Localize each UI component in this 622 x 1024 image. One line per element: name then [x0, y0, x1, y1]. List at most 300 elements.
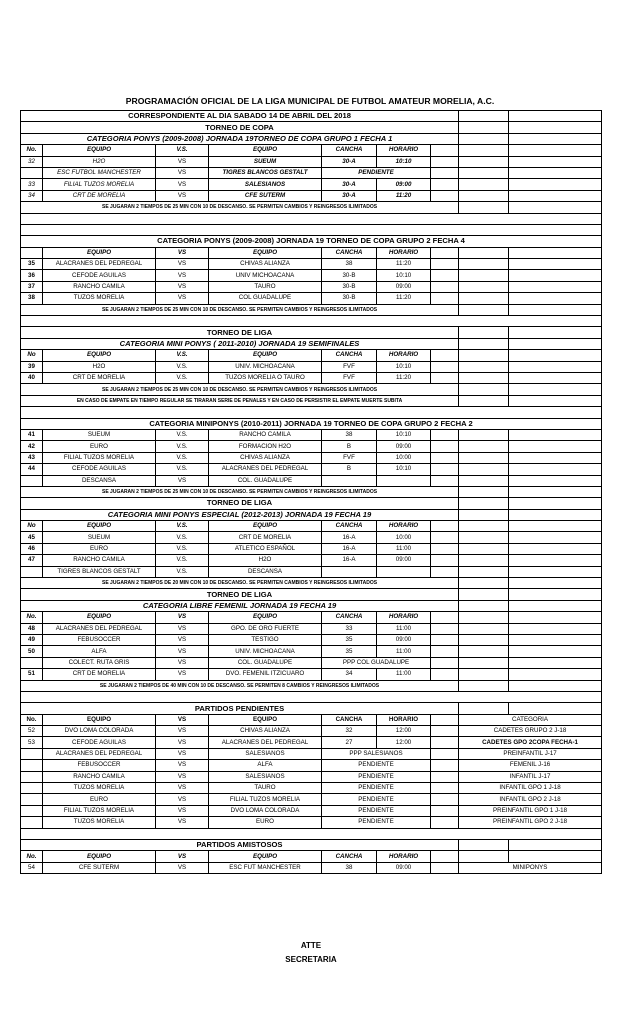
home-team: CRT DE MORELIA — [43, 372, 156, 383]
empty-cell — [459, 395, 509, 406]
empty-cell — [459, 338, 509, 349]
spacer-cell — [21, 224, 602, 235]
torneo-copa-row — [21, 122, 602, 133]
away-team: DVO LOMA COLORADA — [209, 805, 322, 816]
empty-cell — [509, 361, 602, 372]
away-team: TAURO — [209, 281, 322, 292]
away-team: TIGRES BLANCOS GESTALT — [209, 167, 322, 178]
away-team: EURO — [209, 817, 322, 828]
match-number: 35 — [21, 259, 43, 270]
match-number — [21, 805, 43, 816]
match-number: 54 — [21, 862, 43, 873]
time: 12:00 — [377, 726, 431, 737]
category: INFANTIL J-17 — [459, 771, 602, 782]
field: PENDIENTE — [322, 805, 431, 816]
empty-cell — [431, 293, 459, 304]
match-number — [21, 566, 43, 577]
empty-cell — [431, 566, 459, 577]
home-team: FILIAL TUZOS MORELIA — [43, 805, 156, 816]
match-row — [21, 737, 602, 748]
home-team: COLECT. RUTA GRIS — [43, 657, 156, 668]
empty-cell — [459, 680, 509, 691]
empty-cell — [509, 464, 602, 475]
match-row — [21, 817, 602, 828]
match-number: 41 — [21, 429, 43, 440]
match-row — [21, 623, 602, 634]
empty-cell — [459, 452, 509, 463]
vs-label: VS — [156, 259, 209, 270]
torneo-copa: TORNEO DE COPA — [21, 122, 459, 133]
time: 09:00 — [377, 281, 431, 292]
match-row — [21, 475, 602, 486]
match-row — [21, 771, 602, 782]
field — [322, 566, 377, 577]
empty-cell — [509, 270, 602, 281]
category-libre-femenil-row — [21, 600, 602, 611]
match-number: 45 — [21, 532, 43, 543]
category-miniponys-copa: CATEGORIA MINIPONYS (2010-2011) JORNADA 19 TORNEO DE COPA GRUPO 2 FECHA 2 — [21, 418, 602, 429]
field: FVF — [322, 452, 377, 463]
away-team: COL GUADALUPE — [209, 293, 322, 304]
friendly-title: PARTIDOS AMISTOSOS — [21, 840, 459, 851]
empty-cell — [459, 646, 509, 657]
empty-cell — [431, 441, 459, 452]
empty-cell — [509, 543, 602, 554]
time: 11:00 — [377, 543, 431, 554]
match-number: 33 — [21, 179, 43, 190]
empty-cell — [431, 167, 459, 178]
empty-cell — [509, 190, 602, 201]
empty-cell — [431, 464, 459, 475]
column-header: EQUIPO — [209, 350, 322, 361]
match-number: 50 — [21, 646, 43, 657]
home-team: EURO — [43, 543, 156, 554]
empty-cell — [509, 395, 602, 406]
column-header: EQUIPO — [209, 612, 322, 623]
category-ponys-g2: CATEGORIA PONYS (2009-2008) JORNADA 19 TORNEO DE COPA GRUPO 2 FECHA 4 — [21, 236, 602, 247]
field: PENDIENTE — [322, 167, 431, 178]
empty-cell — [509, 372, 602, 383]
match-row — [21, 281, 602, 292]
home-team: ALFA — [43, 646, 156, 657]
column-header: VS — [156, 247, 209, 258]
vs-label: VS — [156, 190, 209, 201]
field: 38 — [322, 259, 377, 270]
category: PREINFANTIL J-17 — [459, 748, 602, 759]
column-header: HORARIO — [377, 350, 431, 361]
empty-cell — [431, 270, 459, 281]
field: B — [322, 441, 377, 452]
schedule-table — [20, 110, 602, 874]
column-header: HORARIO — [377, 247, 431, 258]
match-number: 38 — [21, 293, 43, 304]
field: 30-B — [322, 270, 377, 281]
rules-note-row — [21, 384, 602, 395]
home-team: ALACRANES DEL PEDREGAL — [43, 623, 156, 634]
empty-cell — [509, 167, 602, 178]
column-header: EQUIPO — [43, 145, 156, 156]
empty-cell — [459, 179, 509, 190]
match-row — [21, 669, 602, 680]
rules-note-row — [21, 578, 602, 589]
time: 11:00 — [377, 669, 431, 680]
match-number: 36 — [21, 270, 43, 281]
column-header: EQUIPO — [43, 714, 156, 725]
category: INFANTIL GPO 2 J-18 — [459, 794, 602, 805]
away-team: ATLETICO ESPAÑOL — [209, 543, 322, 554]
field: 16-A — [322, 555, 377, 566]
away-team: FILIAL TUZOS MORELIA — [209, 794, 322, 805]
column-header: HORARIO — [377, 851, 431, 862]
time: 09:00 — [377, 179, 431, 190]
away-team: GPO. DE ORO FUERTE — [209, 623, 322, 634]
time: 09:00 — [377, 555, 431, 566]
away-team: ALFA — [209, 760, 322, 771]
match-number — [21, 657, 43, 668]
empty-cell — [509, 703, 602, 714]
match-number — [21, 771, 43, 782]
empty-cell — [431, 612, 459, 623]
field: 35 — [322, 634, 377, 645]
empty-cell — [431, 190, 459, 201]
time: 09:00 — [377, 634, 431, 645]
empty-cell — [459, 429, 509, 440]
empty-cell — [509, 612, 602, 623]
home-team: TUZOS MORELIA — [43, 293, 156, 304]
field: 30-B — [322, 281, 377, 292]
header-row — [21, 714, 602, 725]
spacer-row — [21, 316, 602, 327]
column-header: No — [21, 350, 43, 361]
header-row — [21, 145, 602, 156]
rules-note: SE JUGARAN 2 TIEMPOS DE 20 MIN CON 10 DE DESCANSO. SE PERMITEN CAMBIOS Y REINGRESOS ILIMITADOS — [21, 578, 459, 589]
away-team: TESTIGO — [209, 634, 322, 645]
match-row — [21, 634, 602, 645]
away-team: DESCANSA — [209, 566, 322, 577]
column-header: CATEGORIA — [459, 714, 602, 725]
empty-cell — [431, 247, 459, 258]
empty-cell — [459, 612, 509, 623]
empty-cell — [509, 350, 602, 361]
field: 33 — [322, 623, 377, 634]
rules-note: SE JUGARAN 2 TIEMPOS DE 40 MIN CON 10 DE DESCANSO. SE PERMITEN 8 CAMBIOS Y REINGRESOS ILIMITADOS — [21, 680, 459, 691]
match-row — [21, 726, 602, 737]
vs-label: VS — [156, 862, 209, 873]
match-row — [21, 464, 602, 475]
empty-cell — [459, 521, 509, 532]
field: PENDIENTE — [322, 771, 431, 782]
time: 10:00 — [377, 532, 431, 543]
time: 09:00 — [377, 441, 431, 452]
category: FEMENIL J-16 — [459, 760, 602, 771]
column-header: No. — [21, 851, 43, 862]
away-team: CHIVAS ALIANZA — [209, 452, 322, 463]
empty-cell — [431, 714, 459, 725]
vs-label: VS — [156, 646, 209, 657]
away-team: COL. GUADALUPE — [209, 657, 322, 668]
column-header: No. — [21, 714, 43, 725]
empty-cell — [509, 441, 602, 452]
category: PREINFANTIL GPO 1 J-18 — [459, 805, 602, 816]
empty-cell — [459, 600, 509, 611]
vs-label: VS — [156, 657, 209, 668]
empty-cell — [459, 293, 509, 304]
empty-cell — [459, 281, 509, 292]
match-row — [21, 794, 602, 805]
empty-cell — [459, 543, 509, 554]
away-team: RANCHO CAMILA — [209, 429, 322, 440]
empty-cell — [509, 532, 602, 543]
match-number: 46 — [21, 543, 43, 554]
empty-cell — [459, 851, 509, 862]
empty-cell — [509, 566, 602, 577]
empty-cell — [431, 179, 459, 190]
match-row — [21, 441, 602, 452]
empty-cell — [459, 441, 509, 452]
field: 16-A — [322, 532, 377, 543]
away-team: SALESIANOS — [209, 771, 322, 782]
empty-cell — [509, 384, 602, 395]
field: 35 — [322, 646, 377, 657]
vs-label: V.S. — [156, 543, 209, 554]
empty-cell — [459, 566, 509, 577]
match-row — [21, 293, 602, 304]
match-row — [21, 259, 602, 270]
away-team: CHIVAS ALIANZA — [209, 726, 322, 737]
away-team: SALESIANOS — [209, 179, 322, 190]
time: 11:00 — [377, 623, 431, 634]
vs-label: VS — [156, 817, 209, 828]
friendly-title-row — [21, 840, 602, 851]
home-team: CRT DE MORELIA — [43, 669, 156, 680]
empty-cell — [431, 156, 459, 167]
column-header: EQUIPO — [43, 612, 156, 623]
empty-cell — [459, 669, 509, 680]
column-header: V.S. — [156, 145, 209, 156]
vs-label: VS — [156, 805, 209, 816]
empty-cell — [509, 521, 602, 532]
empty-cell — [509, 111, 602, 122]
column-header: EQUIPO — [43, 521, 156, 532]
empty-cell — [509, 646, 602, 657]
empty-cell — [509, 589, 602, 600]
rules-note-row — [21, 304, 602, 315]
empty-cell — [509, 247, 602, 258]
spacer-row — [21, 224, 602, 235]
match-row — [21, 156, 602, 167]
match-number: 47 — [21, 555, 43, 566]
empty-cell — [459, 840, 509, 851]
column-header: V.S. — [156, 521, 209, 532]
header-row — [21, 851, 602, 862]
field: PPP SALESIANOS — [322, 748, 431, 759]
match-row — [21, 760, 602, 771]
home-team: FEBUSOCCER — [43, 760, 156, 771]
match-row — [21, 657, 602, 668]
match-number: 42 — [21, 441, 43, 452]
empty-cell — [431, 646, 459, 657]
vs-label: V.S. — [156, 429, 209, 440]
vs-label: VS — [156, 270, 209, 281]
away-team: H2O — [209, 555, 322, 566]
match-row — [21, 270, 602, 281]
time — [377, 475, 431, 486]
match-row — [21, 179, 602, 190]
empty-cell — [431, 452, 459, 463]
empty-cell — [459, 703, 509, 714]
match-number — [21, 783, 43, 794]
empty-cell — [459, 623, 509, 634]
empty-cell — [509, 600, 602, 611]
column-header: CANCHA — [322, 714, 377, 725]
match-number: 52 — [21, 726, 43, 737]
away-team: COL. GUADALUPE — [209, 475, 322, 486]
league-title: PROGRAMACIÓN OFICIAL DE LA LIGA MUNICIPAL DE FUTBOL AMATEUR MORELIA, A.C. — [125, 96, 495, 106]
column-header: VS — [156, 714, 209, 725]
field: PENDIENTE — [322, 783, 431, 794]
away-team: ALACRANES DEL PEDREGAL — [209, 737, 322, 748]
home-team: EURO — [43, 794, 156, 805]
torneo-liga-row — [21, 589, 602, 600]
empty-cell — [431, 817, 459, 828]
empty-cell — [459, 475, 509, 486]
header-row — [21, 247, 602, 258]
empty-cell — [431, 794, 459, 805]
empty-cell — [509, 475, 602, 486]
empty-cell — [509, 145, 602, 156]
rules-note: SE JUGARAN 2 TIEMPOS DE 25 MIN CON 10 DE DESCANSO. SE PERMITEN CAMBIOS Y REINGRESOS ILIMITADOS — [21, 304, 459, 315]
match-row — [21, 783, 602, 794]
header-row — [21, 350, 602, 361]
empty-cell — [431, 361, 459, 372]
home-team: TUZOS MORELIA — [43, 783, 156, 794]
match-row — [21, 862, 602, 873]
field: PPP COL GUADALUPE — [322, 657, 431, 668]
subtitle-row — [21, 111, 602, 122]
empty-cell — [459, 270, 509, 281]
match-row — [21, 372, 602, 383]
away-team: TUZOS MORELIA O TAURO — [209, 372, 322, 383]
empty-cell — [431, 555, 459, 566]
time: 11:20 — [377, 190, 431, 201]
vs-label: VS — [156, 783, 209, 794]
column-header: EQUIPO — [43, 851, 156, 862]
field: 38 — [322, 862, 377, 873]
tiebreak-note-row — [21, 395, 602, 406]
vs-label: VS — [156, 794, 209, 805]
vs-label: VS — [156, 281, 209, 292]
field: PENDIENTE — [322, 817, 431, 828]
empty-cell — [509, 133, 602, 144]
empty-cell — [431, 726, 459, 737]
vs-label: VS — [156, 748, 209, 759]
home-team: DESCANSA — [43, 475, 156, 486]
category-mini-ponys-especial-row — [21, 509, 602, 520]
vs-label: VS — [156, 623, 209, 634]
home-team: RANCHO CAMILA — [43, 281, 156, 292]
away-team: UNIV. MICHOACANA — [209, 361, 322, 372]
empty-cell — [431, 543, 459, 554]
column-header: No. — [21, 145, 43, 156]
time: 09:00 — [377, 862, 431, 873]
home-team: FILIAL TUZOS MORELIA — [43, 179, 156, 190]
empty-cell — [509, 122, 602, 133]
empty-cell — [509, 634, 602, 645]
empty-cell — [459, 111, 509, 122]
empty-cell — [509, 202, 602, 213]
spacer-row — [21, 691, 602, 702]
spacer-row — [21, 213, 602, 224]
vs-label: VS — [156, 167, 209, 178]
column-header: CANCHA — [322, 521, 377, 532]
time: 10:10 — [377, 270, 431, 281]
match-number — [21, 794, 43, 805]
match-number: 48 — [21, 623, 43, 634]
vs-label: VS — [156, 156, 209, 167]
empty-cell — [459, 304, 509, 315]
empty-cell — [431, 657, 459, 668]
category-ponys-g1: CATEGORIA PONYS (2009-2008) JORNADA 19TORNEO DE COPA GRUPO 1 FECHA 1 — [21, 133, 459, 144]
empty-cell — [431, 372, 459, 383]
home-team: FEBUSOCCER — [43, 634, 156, 645]
empty-cell — [459, 384, 509, 395]
empty-cell — [509, 259, 602, 270]
empty-cell — [459, 509, 509, 520]
empty-cell — [509, 555, 602, 566]
match-row — [21, 748, 602, 759]
rules-note: SE JUGARAN 2 TIEMPOS DE 25 MIN CON 10 DE DESCANSO. SE PERMITEN CAMBIOS Y REINGRESOS ILIMITADOS — [21, 486, 459, 497]
torneo-liga: TORNEO DE LIGA — [21, 589, 459, 600]
time: 11:20 — [377, 293, 431, 304]
field: 38 — [322, 429, 377, 440]
empty-cell — [509, 293, 602, 304]
category-libre-femenil: CATEGORIA LIBRE FEMENIL JORNADA 19 FECHA 19 — [21, 600, 459, 611]
empty-cell — [431, 475, 459, 486]
away-team: CHIVAS ALIANZA — [209, 259, 322, 270]
time: 11:20 — [377, 259, 431, 270]
away-team: SALESIANOS — [209, 748, 322, 759]
vs-label: V.S. — [156, 361, 209, 372]
spacer-cell — [21, 316, 602, 327]
match-number — [21, 817, 43, 828]
match-number: 39 — [21, 361, 43, 372]
field — [322, 475, 377, 486]
column-header: CANCHA — [322, 350, 377, 361]
home-team: ALACRANES DEL PEDREGAL — [43, 748, 156, 759]
category-ponys-g1-row — [21, 133, 602, 144]
home-team: TIGRES BLANCOS GESTALT — [43, 566, 156, 577]
time: 10:00 — [377, 452, 431, 463]
category-ponys-g2-row — [21, 236, 602, 247]
empty-cell — [431, 281, 459, 292]
away-team: DVO. FEMENIL ITZICUARO — [209, 669, 322, 680]
category-miniponys-copa-row — [21, 418, 602, 429]
empty-cell — [459, 350, 509, 361]
field: 32 — [322, 726, 377, 737]
match-row — [21, 805, 602, 816]
home-team: RANCHO CAMILA — [43, 771, 156, 782]
empty-cell — [509, 156, 602, 167]
column-header: VS — [156, 851, 209, 862]
empty-cell — [431, 737, 459, 748]
rules-note-row — [21, 202, 602, 213]
vs-label: VS — [156, 293, 209, 304]
home-team: EURO — [43, 441, 156, 452]
empty-cell — [459, 486, 509, 497]
spacer-cell — [21, 828, 602, 839]
empty-cell — [459, 361, 509, 372]
category-mini-ponys-especial: CATEGORIA MINI PONYS ESPECIAL (2012-2013) JORNADA 19 FECHA 19 — [21, 509, 459, 520]
